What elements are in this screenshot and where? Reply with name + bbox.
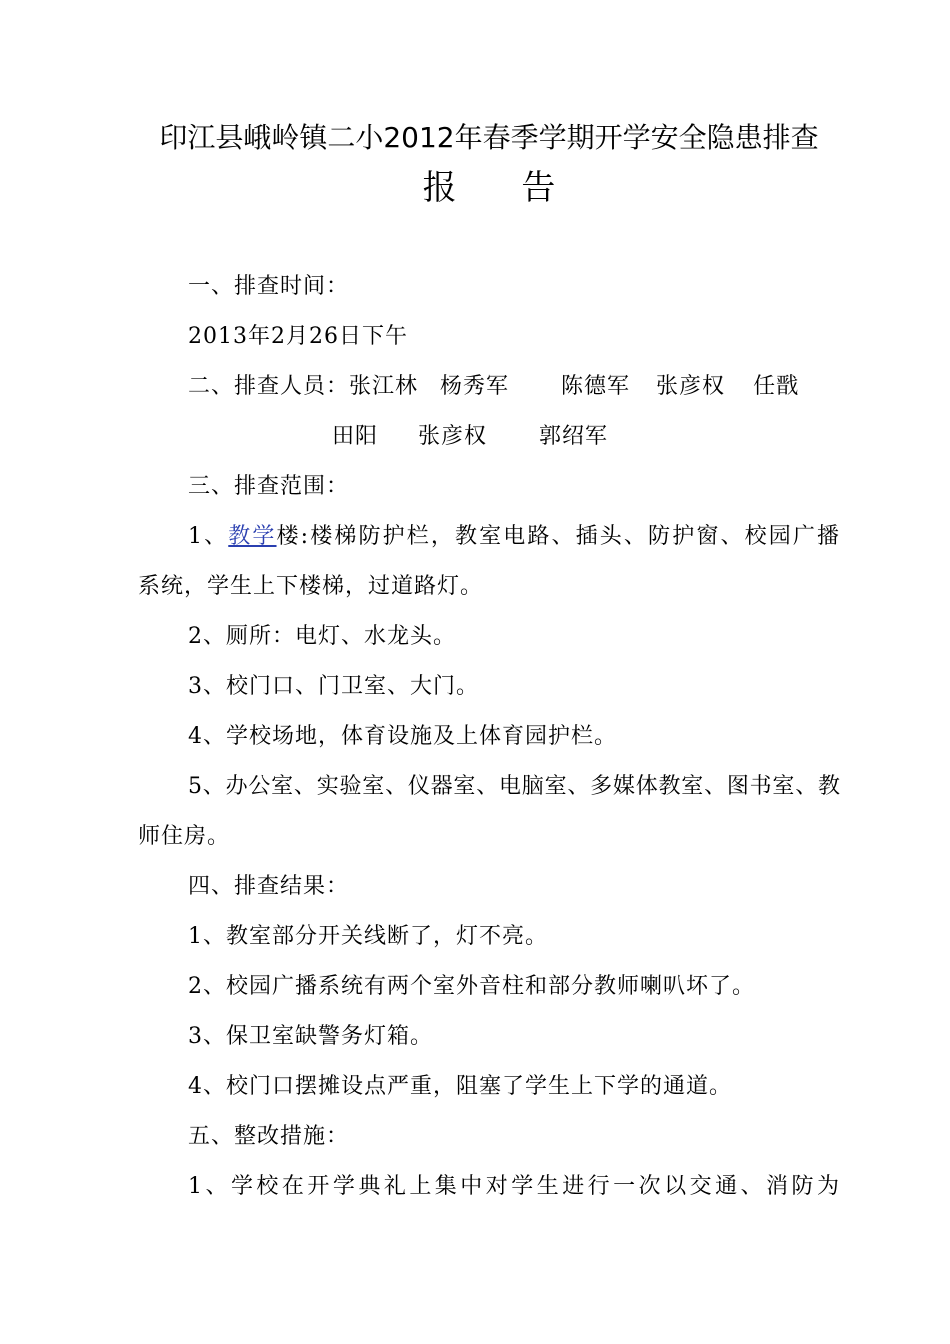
person-name: 田阳 bbox=[332, 424, 379, 449]
measures-heading: 五、整改措施： bbox=[188, 1124, 350, 1149]
result-item-3: 3、保卫室缺警务灯箱。 bbox=[188, 1024, 433, 1049]
scope-heading: 三、排查范围： bbox=[188, 474, 350, 499]
document-title-report: 报 告 bbox=[422, 168, 556, 208]
people-heading: 二、排查人员：张江林 bbox=[188, 374, 419, 399]
teaching-link[interactable]: 教学 bbox=[228, 524, 277, 549]
person-name: 张彦权 bbox=[656, 374, 726, 399]
scope-item-1-continued: 系统，学生上下楼梯，过道路灯。 bbox=[138, 574, 484, 599]
result-item-4: 4、校门口摆摊设点严重，阻塞了学生上下学的通道。 bbox=[188, 1074, 732, 1099]
person-name: 张彦权 bbox=[418, 424, 488, 449]
scope-item-4: 4、学校场地，体育设施及上体育园护栏。 bbox=[188, 724, 617, 749]
scope-item-3: 3、校门口、门卫室、大门。 bbox=[188, 674, 479, 699]
person-name: 杨秀军 bbox=[440, 374, 510, 399]
person-name: 任戬 bbox=[753, 374, 800, 399]
time-value: 2013年2月26日下午 bbox=[188, 324, 408, 349]
scope-item-2: 2、厕所：电灯、水龙头。 bbox=[188, 624, 456, 649]
person-name: 郭绍军 bbox=[539, 424, 609, 449]
measures-item-1: 1、学校在开学典礼上集中对学生进行一次以交通、消防为 bbox=[188, 1174, 840, 1199]
scope-item-5: 5、办公室、实验室、仪器室、电脑室、多媒体教室、图书室、教 bbox=[188, 774, 840, 799]
scope-item-1 bbox=[188, 522, 840, 552]
people-line-2 bbox=[332, 422, 608, 452]
time-heading: 一、排查时间： bbox=[188, 274, 350, 299]
result-item-2: 2、校园广播系统有两个室外音柱和部分教师喇叭坏了。 bbox=[188, 974, 755, 999]
people-line bbox=[188, 372, 799, 402]
result-heading: 四、排查结果： bbox=[188, 874, 350, 899]
scope-item-5-continued: 师住房。 bbox=[138, 824, 231, 849]
scope-item-1-text: 楼:楼梯防护栏，教室电路、插头、防护窗、校园广播 bbox=[276, 524, 840, 549]
result-item-1: 1、教室部分开关线断了，灯不亮。 bbox=[188, 924, 548, 949]
document-title: 印江县峨岭镇二小2012年春季学期开学安全隐患排查 bbox=[159, 121, 819, 154]
scope-item-1-number: 1、 bbox=[188, 524, 229, 549]
person-name: 陈德军 bbox=[561, 374, 631, 399]
